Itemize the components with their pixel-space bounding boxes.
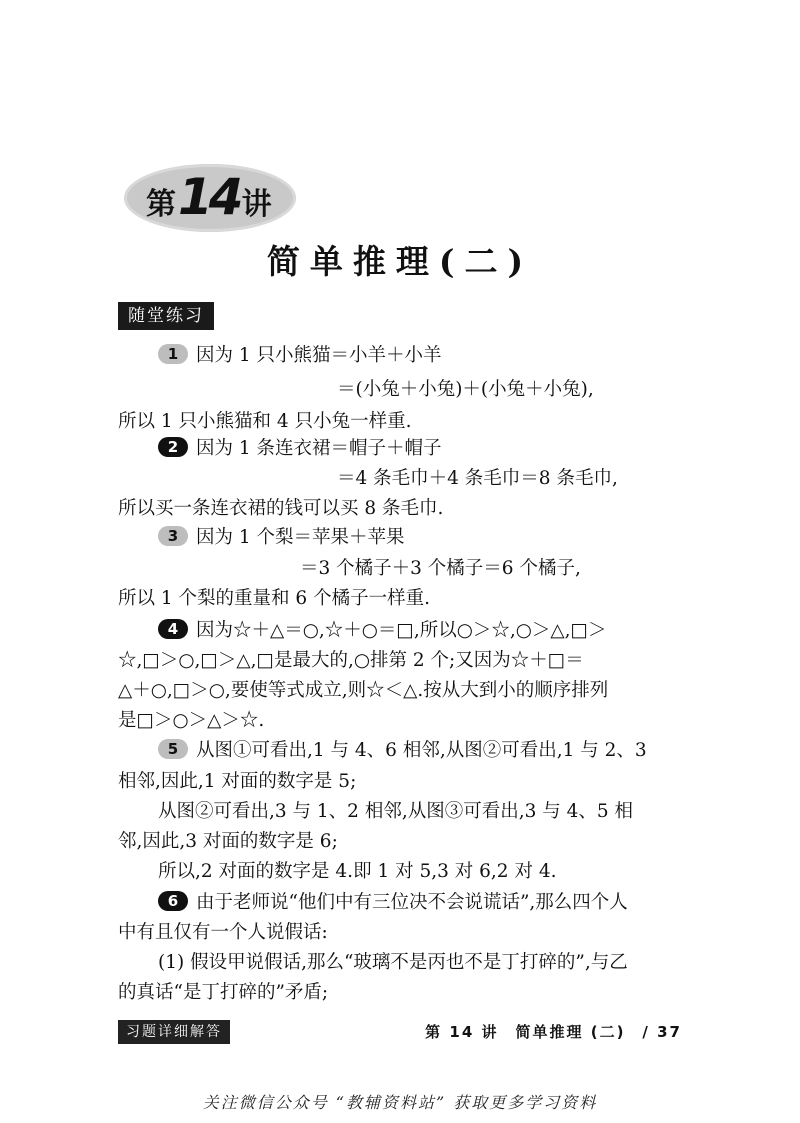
problem-5-line-4: 邻,因此,3 对面的数字是 6; <box>118 831 338 852</box>
problem-text: 从图①可看出,1 与 4、6 相邻,从图②可看出,1 与 2、3 <box>196 740 647 761</box>
problem-4-line-2: ☆,□＞○,□＞△,□是最大的,○排第 2 个;又因为☆＋□＝ <box>118 650 584 671</box>
footer-page-info: 第 14 讲 简单推理 (二) / 37 <box>425 1023 682 1041</box>
problem-text: 因为 1 条连衣裙＝帽子＋帽子 <box>196 438 442 459</box>
problem-5-line-5: 所以,2 对面的数字是 4.即 1 对 5,3 对 6,2 对 4. <box>158 861 557 882</box>
problem-6-line-4: 的真话“是丁打碎的”矛盾; <box>118 982 329 1003</box>
problem-5-line-2: 相邻,因此,1 对面的数字是 5; <box>118 771 357 792</box>
problem-4-line-1 <box>158 618 607 644</box>
problem-number-badge: 6 <box>158 891 188 911</box>
problem-number-badge: 3 <box>158 526 188 546</box>
problem-3-line-2: ＝3 个橘子＋3 个橘子＝6 个橘子, <box>300 558 581 579</box>
page-title: 简单推理(二) <box>266 242 534 281</box>
lesson-number: 14 <box>178 168 240 226</box>
problem-number-badge: 5 <box>158 739 188 759</box>
problem-6-line-3: (1) 假设甲说假话,那么“玻璃不是丙也不是丁打碎的”,与乙 <box>158 952 628 973</box>
watermark-text: 关注微信公众号 “教辅资料站” 获取更多学习资料 <box>202 1093 598 1112</box>
problem-6-line-2: 中有且仅有一个人说假话: <box>118 922 328 943</box>
problem-1-line-3: 所以 1 只小熊猫和 4 只小兔一样重. <box>118 411 412 432</box>
problem-1-line-1 <box>158 343 442 369</box>
problem-text: 因为 1 只小熊猫＝小羊＋小羊 <box>196 345 442 366</box>
lesson-prefix: 第 <box>146 187 176 222</box>
problem-text: 由于老师说“他们中有三位决不会说谎话”,那么四个人 <box>196 892 628 913</box>
problem-4-line-3: △＋○,□＞○,要使等式成立,则☆＜△.按从大到小的顺序排列 <box>118 680 609 701</box>
problem-5-line-1 <box>158 738 647 764</box>
problem-number-badge: 1 <box>158 344 188 364</box>
section-tag: 随堂练习 <box>118 302 214 330</box>
footer-left-tag: 习题详细解答 <box>118 1020 230 1044</box>
problem-text: 因为☆＋△＝○,☆＋○＝□,所以○＞☆,○＞△,□＞ <box>196 620 607 641</box>
lesson-number-badge <box>146 168 272 228</box>
lesson-suffix: 讲 <box>241 187 272 222</box>
problem-6-line-1 <box>158 890 628 916</box>
problem-2-line-1 <box>158 436 442 462</box>
problem-text: 因为 1 个梨＝苹果＋苹果 <box>196 527 405 548</box>
problem-3-line-3: 所以 1 个梨的重量和 6 个橘子一样重. <box>118 588 430 609</box>
problem-number-badge: 4 <box>158 619 188 639</box>
problem-5-line-3: 从图②可看出,3 与 1、2 相邻,从图③可看出,3 与 4、5 相 <box>158 801 634 822</box>
problem-2-line-3: 所以买一条连衣裙的钱可以买 8 条毛巾. <box>118 498 444 519</box>
problem-number-badge: 2 <box>158 437 188 457</box>
problem-1-line-2: ＝(小兔＋小兔)＋(小兔＋小兔), <box>337 379 594 400</box>
problem-4-line-4: 是□＞○＞△＞☆. <box>118 710 265 731</box>
problem-2-line-2: ＝4 条毛巾＋4 条毛巾＝8 条毛巾, <box>337 468 618 489</box>
problem-3-line-1 <box>158 525 405 551</box>
